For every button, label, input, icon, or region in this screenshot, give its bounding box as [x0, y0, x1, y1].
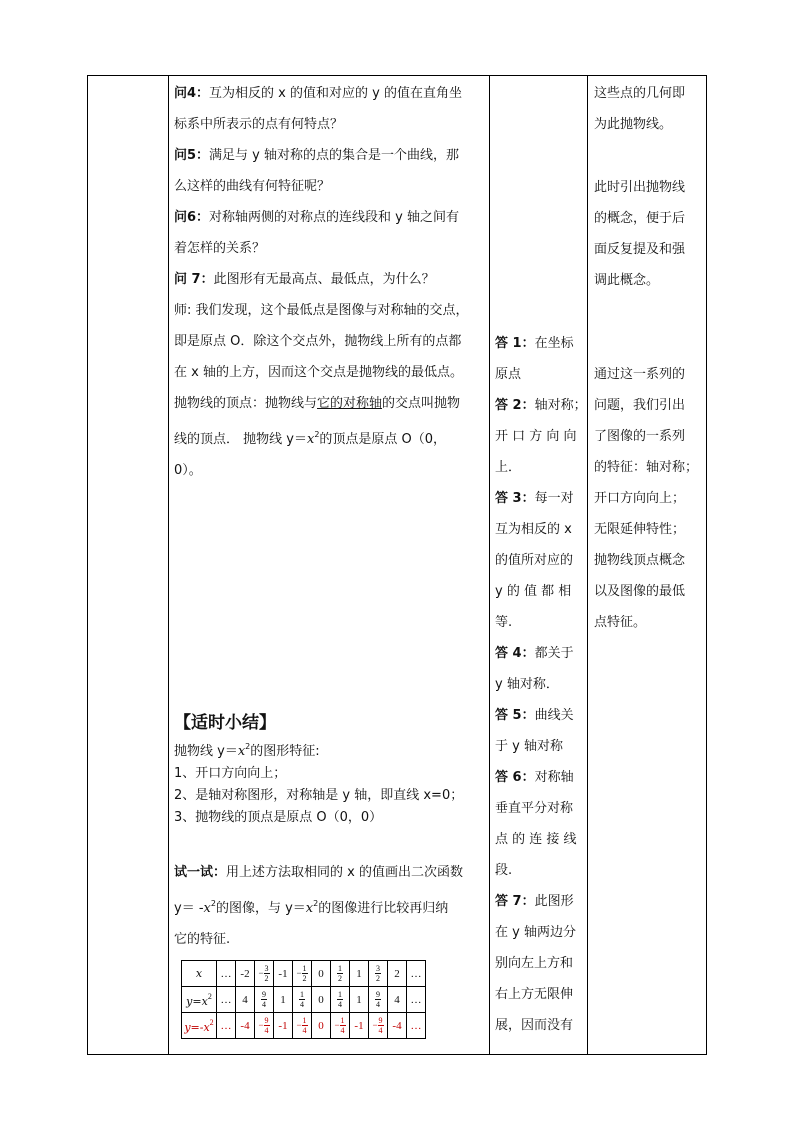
try-line-2: [174, 888, 463, 924]
table-cell: 4: [236, 987, 255, 1013]
answer-1-cont: 原点: [495, 367, 522, 382]
exponent: 2: [314, 430, 320, 439]
table-cell: − $\frac{9}{4}$: [255, 1013, 274, 1039]
note-line: 为此抛物线。: [594, 117, 673, 132]
answer-5: [495, 700, 587, 731]
note-line: 此时引出抛物线: [594, 180, 686, 195]
answer-4: [495, 638, 587, 669]
question-7: [174, 264, 469, 295]
text-run: 用上述方法取相同的 x 的值画出二次函数: [226, 865, 463, 880]
row-header-label: y=x: [186, 994, 208, 1008]
summary-point-2: 2、是轴对称图形，对称轴是 y 轴，即直线 x=0；: [174, 788, 464, 803]
variable-x: x: [203, 901, 211, 916]
table-cell: …: [407, 961, 426, 987]
answer-6: [495, 762, 587, 793]
vertex-definition: [174, 388, 469, 419]
row-header-label: y=-x: [184, 1020, 210, 1034]
answer-7-cont: 右上方无限伸: [495, 987, 574, 1002]
question-6-cont: 着怎样的关系？: [174, 241, 266, 256]
answer-label: 答 3：: [495, 491, 535, 506]
answer-7: [495, 886, 587, 917]
answer-text: 都关于: [534, 646, 574, 661]
question-label: 问4：: [174, 86, 210, 101]
question-text: 此图形有无最高点、最低点，为什么？: [213, 272, 435, 287]
table-cell: 0: [312, 961, 331, 987]
exponent: 2: [210, 899, 216, 908]
answer-2-cont: 开 口 方 向 向: [495, 429, 577, 444]
teacher-line-2: 即是原点 O．除这个交点外，抛物线上所有的点都: [174, 334, 462, 349]
note-line: 的概念，便于后: [594, 211, 686, 226]
answer-2-end: 上．: [495, 460, 522, 475]
vertex-definition-end: 0）。: [174, 463, 202, 478]
answer-3-cont: y 的 值 都 相: [495, 584, 572, 599]
text-run: 的图像，与 y＝: [215, 901, 306, 916]
table-cell: …: [407, 1013, 426, 1039]
variable-x: x: [306, 432, 315, 447]
table-cell: -1: [274, 961, 293, 987]
table-cell: …: [217, 987, 236, 1013]
table-cell: 0: [312, 1013, 331, 1039]
column-divider: [168, 76, 169, 1054]
answer-7-cont: 展，因而没有: [495, 1018, 574, 1033]
answer-text: 曲线关: [534, 708, 574, 723]
try-line-1: [174, 857, 463, 888]
summary-intro: [174, 736, 463, 763]
table-cell: …: [217, 961, 236, 987]
question-6: [174, 202, 469, 233]
table-row-y-pos: [182, 987, 426, 1013]
column-divider: [489, 76, 490, 1054]
answer-6-end: 段.: [495, 863, 513, 878]
row-header-label: x: [195, 967, 203, 980]
answer-label: 答 2：: [495, 398, 535, 413]
variable-x: x: [237, 744, 246, 759]
table-cell: 0: [312, 987, 331, 1013]
note-line: 点特征。: [594, 615, 647, 630]
row-header: [182, 987, 217, 1013]
answer-7-cont: 别向左上方和: [495, 956, 574, 971]
question-label: 问6：: [174, 210, 210, 225]
table-cell: 4: [388, 987, 407, 1013]
table-cell: $\frac{9}{4}$: [369, 987, 388, 1013]
question-label: 问5：: [174, 148, 210, 163]
note-line: 的特征：轴对称；: [594, 460, 699, 475]
answer-text: 每一对: [534, 491, 574, 506]
summary-title: 【适时小结】: [174, 713, 276, 733]
question-5-cont: 么这样的曲线有何特征呢？: [174, 179, 331, 194]
row-header: [182, 1013, 217, 1039]
text-run: 的顶点是原点 O（0，: [319, 432, 447, 447]
exponent: 2: [313, 899, 319, 908]
summary-section: [174, 710, 463, 829]
answer-label: 答 6：: [495, 770, 535, 785]
try-label: 试一试：: [174, 865, 227, 880]
answer-label: 答 4：: [495, 646, 535, 661]
answer-text: 在坐标: [534, 336, 574, 351]
question-4-cont: 标系中所表示的点有何特点？: [174, 117, 344, 132]
note-line: 通过这一系列的: [594, 367, 686, 382]
table-cell: $\frac{1}{2}$: [331, 961, 350, 987]
table-cell: 1: [274, 987, 293, 1013]
note-line: 了图像的一系列: [594, 429, 686, 444]
text-run: 抛物线 y＝: [174, 744, 238, 759]
table-cell: $\frac{1}{4}$: [331, 987, 350, 1013]
answer-2: [495, 390, 587, 421]
vertex-definition-cont: [174, 419, 469, 455]
table-cell: 2: [388, 961, 407, 987]
note-line: 问题，我们引出: [594, 398, 686, 413]
table-cell: -1: [350, 1013, 369, 1039]
exponent: 2: [245, 742, 251, 751]
table-row-x: [182, 961, 426, 987]
table-cell: …: [407, 987, 426, 1013]
teacher-line-3: 在 x 轴的上方，因而这个交点是抛物线的最低点。: [174, 365, 463, 380]
question-4: [174, 78, 469, 109]
answer-7-cont: 在 y 轴两边分: [495, 925, 576, 940]
table-row-y-neg: [182, 1013, 426, 1039]
lesson-table: [87, 75, 707, 1055]
table-cell: $\frac{1}{4}$: [293, 987, 312, 1013]
table-cell: -4: [388, 1013, 407, 1039]
table-cell: -2: [236, 961, 255, 987]
answer-label: 答 7：: [495, 894, 535, 909]
answer-3-cont: 互为相反的 x: [495, 522, 572, 537]
note-line: 面反复提及和强: [594, 242, 686, 257]
answer-text: 轴对称；: [534, 398, 587, 413]
summary-point-1: 1、开口方向向上；: [174, 766, 287, 781]
value-comparison-table: [181, 960, 426, 1039]
row-header: [182, 961, 217, 987]
question-text: 对称轴两侧的对称点的连线段和 y 轴之间有: [209, 210, 460, 225]
table-cell: − $\frac{1}{2}$: [293, 961, 312, 987]
table-cell: $\frac{9}{4}$: [255, 987, 274, 1013]
note-line: 调此概念。: [594, 273, 660, 288]
text-run: y＝ -: [174, 901, 204, 916]
underlined-text: 它的对称轴: [317, 396, 383, 411]
answer-6-cont: 垂直平分对称: [495, 801, 574, 816]
answer-label: 答 1：: [495, 336, 535, 351]
answer-6-cont: 点 的 连 接 线: [495, 832, 577, 847]
text-run: 的图像进行比较再归纳: [318, 901, 449, 916]
column-divider: [587, 76, 588, 1054]
summary-point-3: 3、抛物线的顶点是原点 O（0，0）: [174, 810, 383, 825]
note-line: 这些点的几何即: [594, 86, 686, 101]
variable-x: x: [305, 901, 314, 916]
try-section: [174, 857, 463, 955]
table-cell: − $\frac{3}{2}$: [255, 961, 274, 987]
question-label: 问 7：: [174, 272, 214, 287]
try-line-3: 它的特征.: [174, 932, 231, 947]
teacher-line-1: 师: 我们发现，这个最低点是图像与对称轴的交点，: [174, 303, 469, 318]
question-text: 互为相反的 x 的值和对应的 y 的值在直角坐: [209, 86, 462, 101]
table-cell: − $\frac{1}{4}$: [331, 1013, 350, 1039]
answer-3-cont: 的值所对应的: [495, 553, 574, 568]
answer-4-end: y 轴对称．: [495, 677, 559, 692]
text-run: 的交点叫抛物: [382, 396, 461, 411]
table-cell: 1: [350, 961, 369, 987]
table-cell: 1: [350, 987, 369, 1013]
table-cell: $\frac{3}{2}$: [369, 961, 388, 987]
note-line: 抛物线顶点概念: [594, 553, 686, 568]
table-cell: − $\frac{1}{4}$: [293, 1013, 312, 1039]
table-cell: -1: [274, 1013, 293, 1039]
answer-3-end: 等.: [495, 615, 513, 630]
text-run: 抛物线的顶点：抛物线与: [174, 396, 318, 411]
exponent: 2: [209, 1017, 214, 1027]
question-5: [174, 140, 469, 171]
answer-3: [495, 483, 587, 514]
text-run: 线的顶点． 抛物线 y＝: [174, 432, 307, 447]
answer-1: [495, 328, 587, 359]
answer-label: 答 5：: [495, 708, 535, 723]
answer-text: 此图形: [534, 894, 574, 909]
note-line: 以及图像的最低: [594, 584, 686, 599]
exponent: 2: [207, 991, 212, 1001]
answer-text: 对称轴: [534, 770, 574, 785]
table-cell: …: [217, 1013, 236, 1039]
question-text: 满足与 y 轴对称的点的集合是一个曲线，那: [209, 148, 460, 163]
note-line: 无限延伸特性；: [594, 522, 686, 537]
answer-5-end: 于 y 轴对称: [495, 739, 563, 754]
text-run: 的图形特征:: [250, 744, 320, 759]
table-cell: -4: [236, 1013, 255, 1039]
note-line: 开口方向向上；: [594, 491, 686, 506]
table-cell: − $\frac{9}{4}$: [369, 1013, 388, 1039]
